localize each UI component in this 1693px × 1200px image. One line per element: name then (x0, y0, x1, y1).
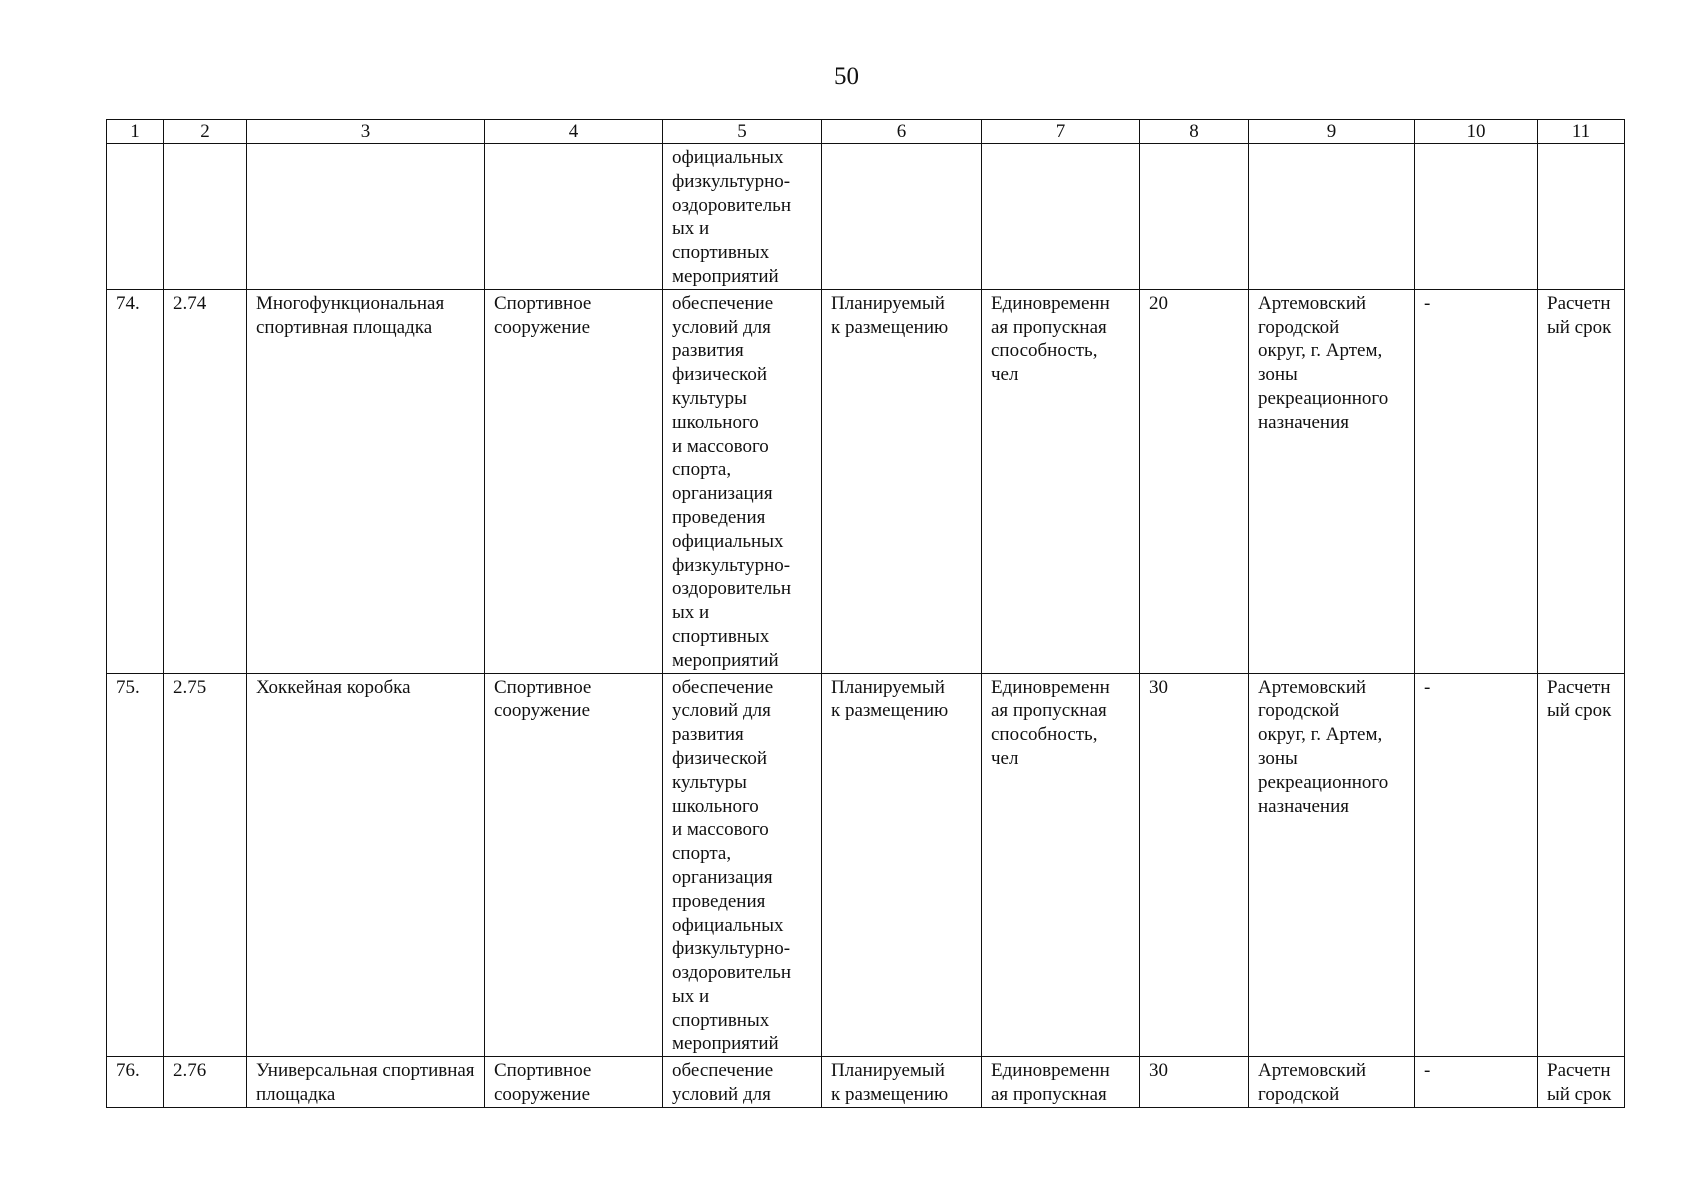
cell-indicator (982, 1057, 1140, 1108)
purpose-line: физической (672, 747, 767, 769)
cell-code: 2.76 (164, 1057, 247, 1108)
location-line: Артемовский (1258, 292, 1367, 314)
purpose-line: спорта, (672, 843, 732, 865)
purpose-line: организация (672, 866, 773, 888)
purpose-line: культуры (672, 387, 747, 409)
indicator-line: способность, (991, 340, 1098, 362)
cell-type: Спортивное сооружение (485, 1057, 663, 1108)
cell-location (1249, 1057, 1415, 1108)
cell-col10: - (1415, 1057, 1538, 1108)
cell-status (822, 1057, 982, 1108)
cell-term (1538, 144, 1625, 290)
cell-term (1538, 289, 1625, 673)
location-line: зоны (1258, 747, 1298, 769)
cell-col10: - (1415, 289, 1538, 673)
status-line: к размещению (831, 316, 949, 338)
cell-name: Многофункциональная спортивная площадка (247, 289, 485, 673)
indicator-line: чел (991, 364, 1019, 386)
cell-purpose (663, 673, 822, 1057)
term-line: Расчетн (1547, 1060, 1611, 1082)
cell-purpose (663, 1057, 822, 1108)
location-line: назначения (1258, 795, 1350, 817)
cell-num: 74. (107, 289, 164, 673)
cell-code: 2.74 (164, 289, 247, 673)
cell-indicator (982, 144, 1140, 290)
cell-name: Хоккейная коробка (247, 673, 485, 1057)
purpose-line: спорта, (672, 459, 732, 481)
purpose-line: ых и (672, 602, 710, 624)
location-line: городской (1258, 316, 1340, 338)
purpose-line: условий для (672, 316, 771, 338)
purpose-line: спортивных (672, 625, 770, 647)
cell-type: Спортивное сооружение (485, 673, 663, 1057)
indicator-line: способность, (991, 724, 1098, 746)
col-header-1: 1 (107, 120, 164, 144)
status-line: Планируемый (831, 292, 945, 314)
location-line: Артемовский (1258, 676, 1367, 698)
col-header-2: 2 (164, 120, 247, 144)
purpose-line: спортивных (672, 1009, 770, 1031)
purpose-line: и массового (672, 819, 769, 841)
location-line: рекреационного (1258, 771, 1389, 793)
purpose-line: мероприятий (672, 1033, 779, 1055)
cell-name: Универсальная спортивная площадка (247, 1057, 485, 1108)
table-row (107, 289, 1625, 673)
purpose-line: условий для (672, 700, 771, 722)
purpose-line: и массового (672, 435, 769, 457)
location-line: назначения (1258, 411, 1350, 433)
status-line: Планируемый (831, 1060, 945, 1082)
purpose-line: ых и (672, 985, 710, 1007)
purpose-line: школьного (672, 795, 759, 817)
purpose-line: оздоровительн (672, 578, 792, 600)
term-line: ый срок (1547, 316, 1612, 338)
term-line: Расчетн (1547, 676, 1611, 698)
indicator-line: Единовременн (991, 1060, 1110, 1082)
col-header-9: 9 (1249, 120, 1415, 144)
cell-type: Спортивное сооружение (485, 289, 663, 673)
cell-purpose (663, 144, 822, 290)
table-row-continuation (107, 144, 1625, 290)
location-line: округ, г. Артем, (1258, 340, 1383, 362)
cell-status (822, 144, 982, 290)
purpose-line: физкультурно- (672, 938, 791, 960)
cell-col10: - (1415, 673, 1538, 1057)
cell-type (485, 144, 663, 290)
col-header-7: 7 (982, 120, 1140, 144)
col-header-10: 10 (1415, 120, 1538, 144)
purpose-line: спортивных (672, 242, 770, 264)
status-line: Планируемый (831, 676, 945, 698)
cell-term (1538, 673, 1625, 1057)
purpose-line: обеспечение (672, 292, 774, 314)
cell-status (822, 289, 982, 673)
purpose-line: проведения (672, 506, 766, 528)
table-row (107, 1057, 1625, 1108)
cell-num (107, 144, 164, 290)
table-row (107, 673, 1625, 1057)
purpose-line: ых и (672, 218, 710, 240)
purpose-line: организация (672, 483, 773, 505)
purpose-line: мероприятий (672, 265, 779, 287)
purpose-line: обеспечение (672, 676, 774, 698)
cell-code: 2.75 (164, 673, 247, 1057)
term-line: ый срок (1547, 700, 1612, 722)
cell-term (1538, 1057, 1625, 1108)
col-header-4: 4 (485, 120, 663, 144)
cell-value: 30 (1140, 673, 1249, 1057)
cell-col10 (1415, 144, 1538, 290)
cell-purpose (663, 289, 822, 673)
cell-location (1249, 673, 1415, 1057)
indicator-line: ая пропускная (991, 1084, 1107, 1106)
indicator-line: чел (991, 747, 1019, 769)
cell-num: 76. (107, 1057, 164, 1108)
cell-value: 30 (1140, 1057, 1249, 1108)
col-header-5: 5 (663, 120, 822, 144)
purpose-line: мероприятий (672, 649, 779, 671)
location-line: округ, г. Артем, (1258, 724, 1383, 746)
header-row (107, 120, 1625, 144)
purpose-line: культуры (672, 771, 747, 793)
cell-num: 75. (107, 673, 164, 1057)
indicator-line: ая пропускная (991, 700, 1107, 722)
location-line: зоны (1258, 364, 1298, 386)
purpose-line: оздоровительн (672, 194, 792, 216)
purpose-line: развития (672, 340, 744, 362)
term-line: ый срок (1547, 1084, 1612, 1106)
page-number: 50 (834, 63, 859, 90)
col-header-3: 3 (247, 120, 485, 144)
purpose-line: официальных (672, 147, 784, 168)
term-line: Расчетн (1547, 292, 1611, 314)
location-line: Артемовский (1258, 1060, 1367, 1082)
status-line: к размещению (831, 1084, 949, 1106)
cell-value (1140, 144, 1249, 290)
location-line: городской (1258, 1084, 1340, 1106)
cell-value: 20 (1140, 289, 1249, 673)
purpose-line: школьного (672, 411, 759, 433)
col-header-6: 6 (822, 120, 982, 144)
location-line: рекреационного (1258, 387, 1389, 409)
indicator-line: Единовременн (991, 292, 1110, 314)
status-line: к размещению (831, 700, 949, 722)
cell-code (164, 144, 247, 290)
purpose-line: физкультурно- (672, 170, 791, 192)
purpose-line: проведения (672, 890, 766, 912)
col-header-11: 11 (1538, 120, 1625, 144)
indicator-line: ая пропускная (991, 316, 1107, 338)
cell-status (822, 673, 982, 1057)
col-header-8: 8 (1140, 120, 1249, 144)
cell-indicator (982, 289, 1140, 673)
cell-location (1249, 289, 1415, 673)
indicator-line: Единовременн (991, 676, 1110, 698)
purpose-line: физкультурно- (672, 554, 791, 576)
location-line: городской (1258, 700, 1340, 722)
planning-table (106, 119, 1625, 1108)
purpose-line: развития (672, 724, 744, 746)
cell-indicator (982, 673, 1140, 1057)
purpose-line: официальных (672, 530, 784, 552)
cell-name (247, 144, 485, 290)
cell-location (1249, 144, 1415, 290)
purpose-line: физической (672, 364, 767, 386)
purpose-line: официальных (672, 914, 784, 936)
purpose-line: оздоровительн (672, 962, 792, 984)
purpose-line: условий для (672, 1084, 771, 1106)
purpose-line: обеспечение (672, 1060, 774, 1082)
